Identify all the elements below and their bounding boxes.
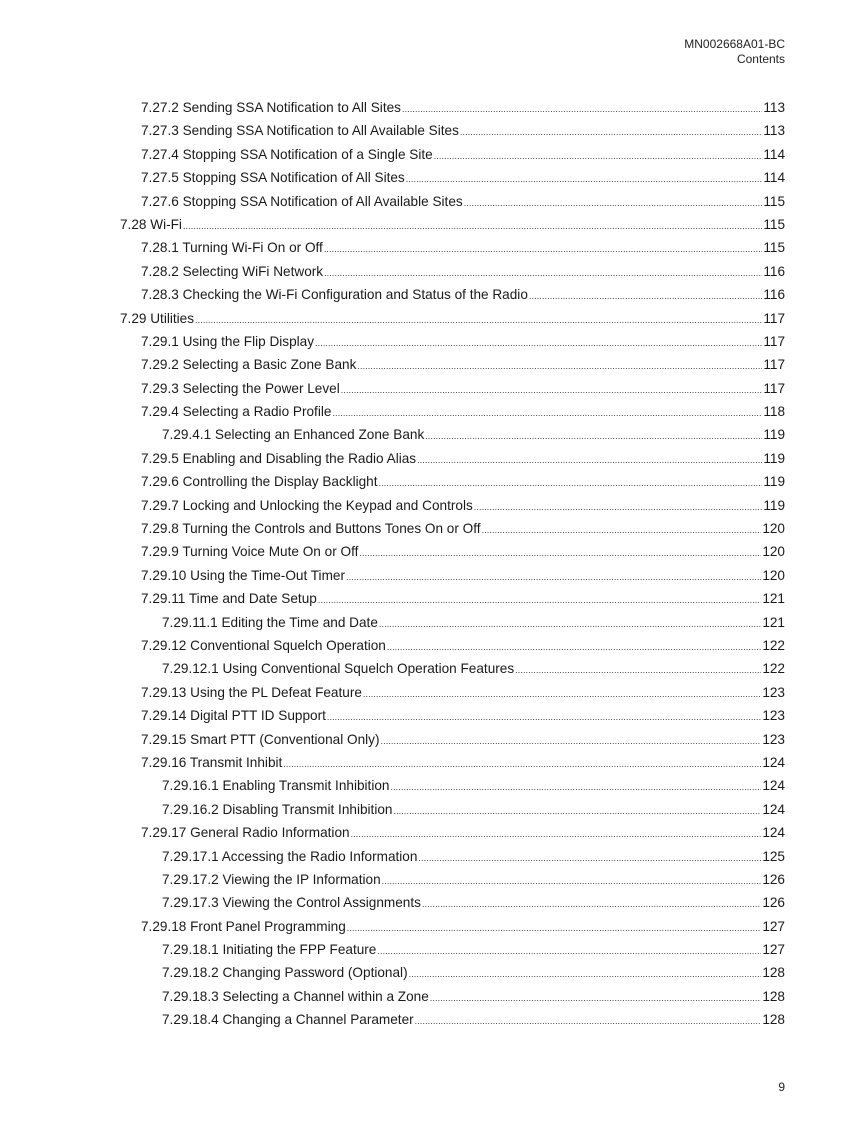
toc-entry[interactable] <box>120 704 785 727</box>
toc-entry-page[interactable]: 122 <box>762 637 785 653</box>
toc-entry-title[interactable]: 7.29.7 Locking and Unlocking the Keypad and Controls <box>141 497 473 513</box>
toc-entry-page[interactable]: 123 <box>762 684 785 700</box>
toc-entry-title[interactable]: 7.27.6 Stopping SSA Notification of All Available Sites <box>141 193 463 209</box>
toc-entry-page[interactable]: 124 <box>762 801 785 817</box>
toc-entry-title[interactable]: 7.29.16.1 Enabling Transmit Inhibition <box>162 778 390 794</box>
toc-entry-page[interactable]: 119 <box>763 474 785 490</box>
toc-entry-page[interactable]: 115 <box>763 240 785 256</box>
toc-entry[interactable] <box>120 587 785 610</box>
toc-dot-leader <box>183 213 762 238</box>
toc-entry-title[interactable]: 7.29.18.2 Changing Password (Optional) <box>162 965 408 981</box>
toc-entry-page[interactable]: 120 <box>762 567 785 583</box>
page-number: 9 <box>778 1080 785 1094</box>
toc-dot-leader <box>324 260 762 285</box>
toc-entry-title[interactable]: 7.29.11 Time and Date Setup <box>141 591 317 607</box>
page-header <box>684 37 785 67</box>
toc-dot-leader <box>359 540 761 565</box>
toc-entry-page[interactable]: 128 <box>762 988 785 1004</box>
toc-entry[interactable] <box>120 821 785 844</box>
toc-entry[interactable] <box>120 190 785 213</box>
toc-entry-title[interactable]: 7.29.1 Using the Flip Display <box>141 333 315 349</box>
toc-entry-title[interactable]: 7.29.14 Digital PTT ID Support <box>141 708 326 724</box>
toc-entry[interactable] <box>120 634 785 657</box>
toc-entry[interactable] <box>120 166 785 189</box>
section-label: Contents <box>736 52 785 66</box>
toc-entry-title[interactable]: 7.28.2 Selecting WiFi Network <box>141 263 324 279</box>
toc-entry-page[interactable]: 117 <box>763 333 785 349</box>
toc-entry[interactable] <box>120 915 785 938</box>
toc-entry-page[interactable]: 113 <box>763 100 785 115</box>
toc-entry[interactable] <box>120 119 785 142</box>
toc-entry[interactable] <box>120 564 785 587</box>
toc-entry-page[interactable]: 119 <box>763 450 785 466</box>
toc-dot-leader <box>464 190 763 215</box>
toc-dot-leader <box>327 704 761 729</box>
toc-entry-page[interactable]: 124 <box>762 825 785 841</box>
toc-entry-title[interactable]: 7.29.17.2 Viewing the IP Information <box>162 871 381 887</box>
toc-dot-leader <box>382 868 762 893</box>
toc-dot-leader <box>390 774 761 799</box>
toc-entry-title[interactable]: 7.27.4 Stopping SSA Notification of a Single Site <box>141 146 433 162</box>
toc-entry[interactable] <box>120 447 785 470</box>
toc-entry-title[interactable]: 7.29.10 Using the Time-Out Timer <box>141 567 345 583</box>
toc-entry[interactable] <box>120 517 785 540</box>
toc-entry-title[interactable]: 7.29.16 Transmit Inhibit <box>141 754 283 770</box>
toc-entry-page[interactable]: 123 <box>762 731 785 747</box>
toc-entry-title[interactable]: 7.29.18.4 Changing a Channel Parameter <box>162 1012 414 1028</box>
toc-entry-title[interactable]: 7.29.2 Selecting a Basic Zone Bank <box>141 357 357 373</box>
toc-dot-leader <box>332 400 762 425</box>
toc-entry[interactable] <box>120 400 785 423</box>
toc-entry-page[interactable]: 124 <box>762 754 785 770</box>
toc-dot-leader <box>409 961 762 986</box>
toc-dot-leader <box>283 751 761 776</box>
toc-entry-title[interactable]: 7.29.18.1 Initiating the FPP Feature <box>162 942 377 958</box>
toc-entry-page[interactable]: 117 <box>763 310 785 326</box>
toc-dot-leader <box>357 353 762 378</box>
toc-entry-page[interactable]: 114 <box>763 146 785 162</box>
toc-dot-leader <box>529 283 762 308</box>
toc-dot-leader <box>402 96 762 121</box>
toc-entry[interactable] <box>120 540 785 563</box>
toc-entry-page[interactable]: 126 <box>762 871 785 887</box>
toc-dot-leader <box>324 236 763 261</box>
toc-dot-leader <box>341 377 763 402</box>
toc-dot-leader <box>318 587 761 612</box>
toc-entry-page[interactable]: 115 <box>763 216 785 232</box>
toc-entry-title[interactable]: 7.28.1 Turning Wi-Fi On or Off <box>141 240 323 256</box>
toc-entry-title[interactable]: 7.29.12.1 Using Conventional Squelch Operation Features <box>162 661 515 677</box>
toc-entry[interactable] <box>120 938 785 961</box>
toc-entry-page[interactable]: 124 <box>762 778 785 794</box>
toc-entry[interactable] <box>120 330 785 353</box>
toc-entry-page[interactable]: 115 <box>763 193 785 209</box>
toc-dot-leader <box>434 143 763 168</box>
toc-entry-page[interactable]: 128 <box>762 965 785 981</box>
toc-dot-leader <box>482 517 762 542</box>
toc-dot-leader <box>418 845 761 870</box>
toc-entry-title[interactable]: 7.29.15 Smart PTT (Conventional Only) <box>141 731 380 747</box>
toc-dot-leader <box>425 423 762 448</box>
toc-entry[interactable] <box>120 681 785 704</box>
toc-dot-leader <box>430 985 762 1010</box>
toc-dot-leader <box>363 681 761 706</box>
toc-entry[interactable] <box>120 657 785 680</box>
toc-entry-title[interactable]: 7.29.3 Selecting the Power Level <box>141 380 340 396</box>
toc-dot-leader <box>387 634 761 659</box>
toc-entry[interactable] <box>120 494 785 517</box>
toc-entry-title[interactable]: 7.29.5 Enabling and Disabling the Radio Alias <box>141 450 417 466</box>
toc-entry[interactable] <box>120 611 785 634</box>
toc-entry-page[interactable]: 121 <box>762 614 785 630</box>
toc-entry-page[interactable]: 117 <box>763 380 785 396</box>
toc-entry-page[interactable]: 114 <box>763 170 785 186</box>
toc-dot-leader <box>379 611 761 636</box>
toc-entry[interactable] <box>120 307 785 330</box>
toc-entry[interactable] <box>120 891 785 914</box>
toc-dot-leader <box>379 470 763 495</box>
toc-entry-page[interactable]: 123 <box>762 708 785 724</box>
toc-entry-page[interactable]: 125 <box>762 848 785 864</box>
toc-entry-title[interactable]: 7.28 Wi-Fi <box>120 216 182 232</box>
toc-entry-title[interactable]: 7.29.17.1 Accessing the Radio Information <box>162 848 418 864</box>
toc-entry-page[interactable]: 116 <box>763 263 785 279</box>
toc-dot-leader <box>474 494 763 519</box>
toc-entry[interactable] <box>120 1008 785 1031</box>
toc-entry-page[interactable]: 127 <box>762 942 785 958</box>
toc-entry-title[interactable]: 7.28.3 Checking the Wi-Fi Configuration and Status of the Radio <box>141 287 528 303</box>
toc-entry[interactable] <box>120 423 785 446</box>
toc-entry-title[interactable]: 7.27.5 Stopping SSA Notification of All Sites <box>141 170 405 186</box>
toc-entry-title[interactable]: 7.29.11.1 Editing the Time and Date <box>162 614 378 630</box>
toc-entry-page[interactable]: 120 <box>762 521 785 537</box>
toc-entry-title[interactable]: 7.29.18.3 Selecting a Channel within a Zone <box>162 988 429 1004</box>
toc-dot-leader <box>406 166 763 191</box>
toc-entry-page[interactable]: 119 <box>763 427 785 443</box>
toc-entry[interactable] <box>120 985 785 1008</box>
toc-entry[interactable] <box>120 283 785 306</box>
toc-entry-title[interactable]: 7.29.4 Selecting a Radio Profile <box>141 404 332 420</box>
toc-dot-leader <box>417 447 762 472</box>
toc-entry-title[interactable]: 7.29.18 Front Panel Programming <box>141 918 346 934</box>
toc-entry-page[interactable]: 119 <box>763 497 785 513</box>
toc-entry-page[interactable]: 120 <box>762 544 785 560</box>
toc-entry[interactable] <box>120 961 785 984</box>
toc-entry-title[interactable]: 7.29.16.2 Disabling Transmit Inhibition <box>162 801 393 817</box>
toc-entry[interactable] <box>120 751 785 774</box>
toc-entry[interactable] <box>120 96 785 119</box>
toc-entry-title[interactable]: 7.29.13 Using the PL Defeat Feature <box>141 684 362 700</box>
toc-entry[interactable] <box>120 236 785 259</box>
toc-entry-page[interactable]: 122 <box>762 661 785 677</box>
toc-entry[interactable] <box>120 143 785 166</box>
toc-entry-title[interactable]: 7.29 Utilities <box>120 310 195 326</box>
toc-entry[interactable] <box>120 377 785 400</box>
toc-entry-title[interactable]: 7.29.4.1 Selecting an Enhanced Zone Bank <box>162 427 425 443</box>
toc-entry[interactable] <box>120 260 785 283</box>
toc-dot-leader <box>415 1008 762 1033</box>
toc-dot-leader <box>422 891 761 916</box>
toc-dot-leader <box>460 119 762 144</box>
toc-entry-page[interactable]: 128 <box>762 1012 785 1028</box>
toc-entry-page[interactable]: 121 <box>762 591 785 607</box>
toc-dot-leader <box>381 728 762 753</box>
toc-dot-leader <box>377 938 761 963</box>
toc-entry[interactable] <box>120 728 785 751</box>
toc-entry-page[interactable]: 118 <box>763 404 785 420</box>
toc-entry-page[interactable]: 126 <box>762 895 785 911</box>
toc-entry[interactable] <box>120 213 785 236</box>
toc-dot-leader <box>195 307 762 332</box>
toc-entry[interactable] <box>120 353 785 376</box>
toc-dot-leader <box>393 798 761 823</box>
toc-dot-leader <box>347 915 762 940</box>
toc-entry-title[interactable]: 7.27.3 Sending SSA Notification to All Available Sites <box>141 123 459 139</box>
toc-entry-page[interactable]: 117 <box>763 357 785 373</box>
toc-entry-page[interactable]: 113 <box>763 123 785 139</box>
table-of-contents <box>120 96 785 1032</box>
toc-dot-leader <box>346 564 761 589</box>
toc-entry[interactable] <box>120 470 785 493</box>
toc-dot-leader <box>315 330 762 355</box>
toc-entry-title[interactable]: 7.29.12 Conventional Squelch Operation <box>141 637 386 653</box>
toc-entry-page[interactable]: 127 <box>762 918 785 934</box>
toc-dot-leader <box>351 821 762 846</box>
toc-entry-title[interactable]: 7.29.17 General Radio Information <box>141 825 350 841</box>
document-id: MN002668A01-BC <box>684 37 785 51</box>
toc-dot-leader <box>515 657 761 682</box>
toc-entry[interactable] <box>120 774 785 797</box>
toc-entry-title[interactable]: 7.29.8 Turning the Controls and Buttons Tones On or Off <box>141 521 481 537</box>
toc-entry[interactable] <box>120 868 785 891</box>
toc-entry[interactable] <box>120 798 785 821</box>
toc-entry-page[interactable]: 116 <box>763 287 785 303</box>
toc-entry-title[interactable]: 7.29.17.3 Viewing the Control Assignments <box>162 895 421 911</box>
toc-entry-title[interactable]: 7.27.2 Sending SSA Notification to All Sites <box>141 100 401 115</box>
toc-entry-title[interactable]: 7.29.6 Controlling the Display Backlight <box>141 474 378 490</box>
toc-entry-title[interactable]: 7.29.9 Turning Voice Mute On or Off <box>141 544 359 560</box>
toc-entry[interactable] <box>120 845 785 868</box>
